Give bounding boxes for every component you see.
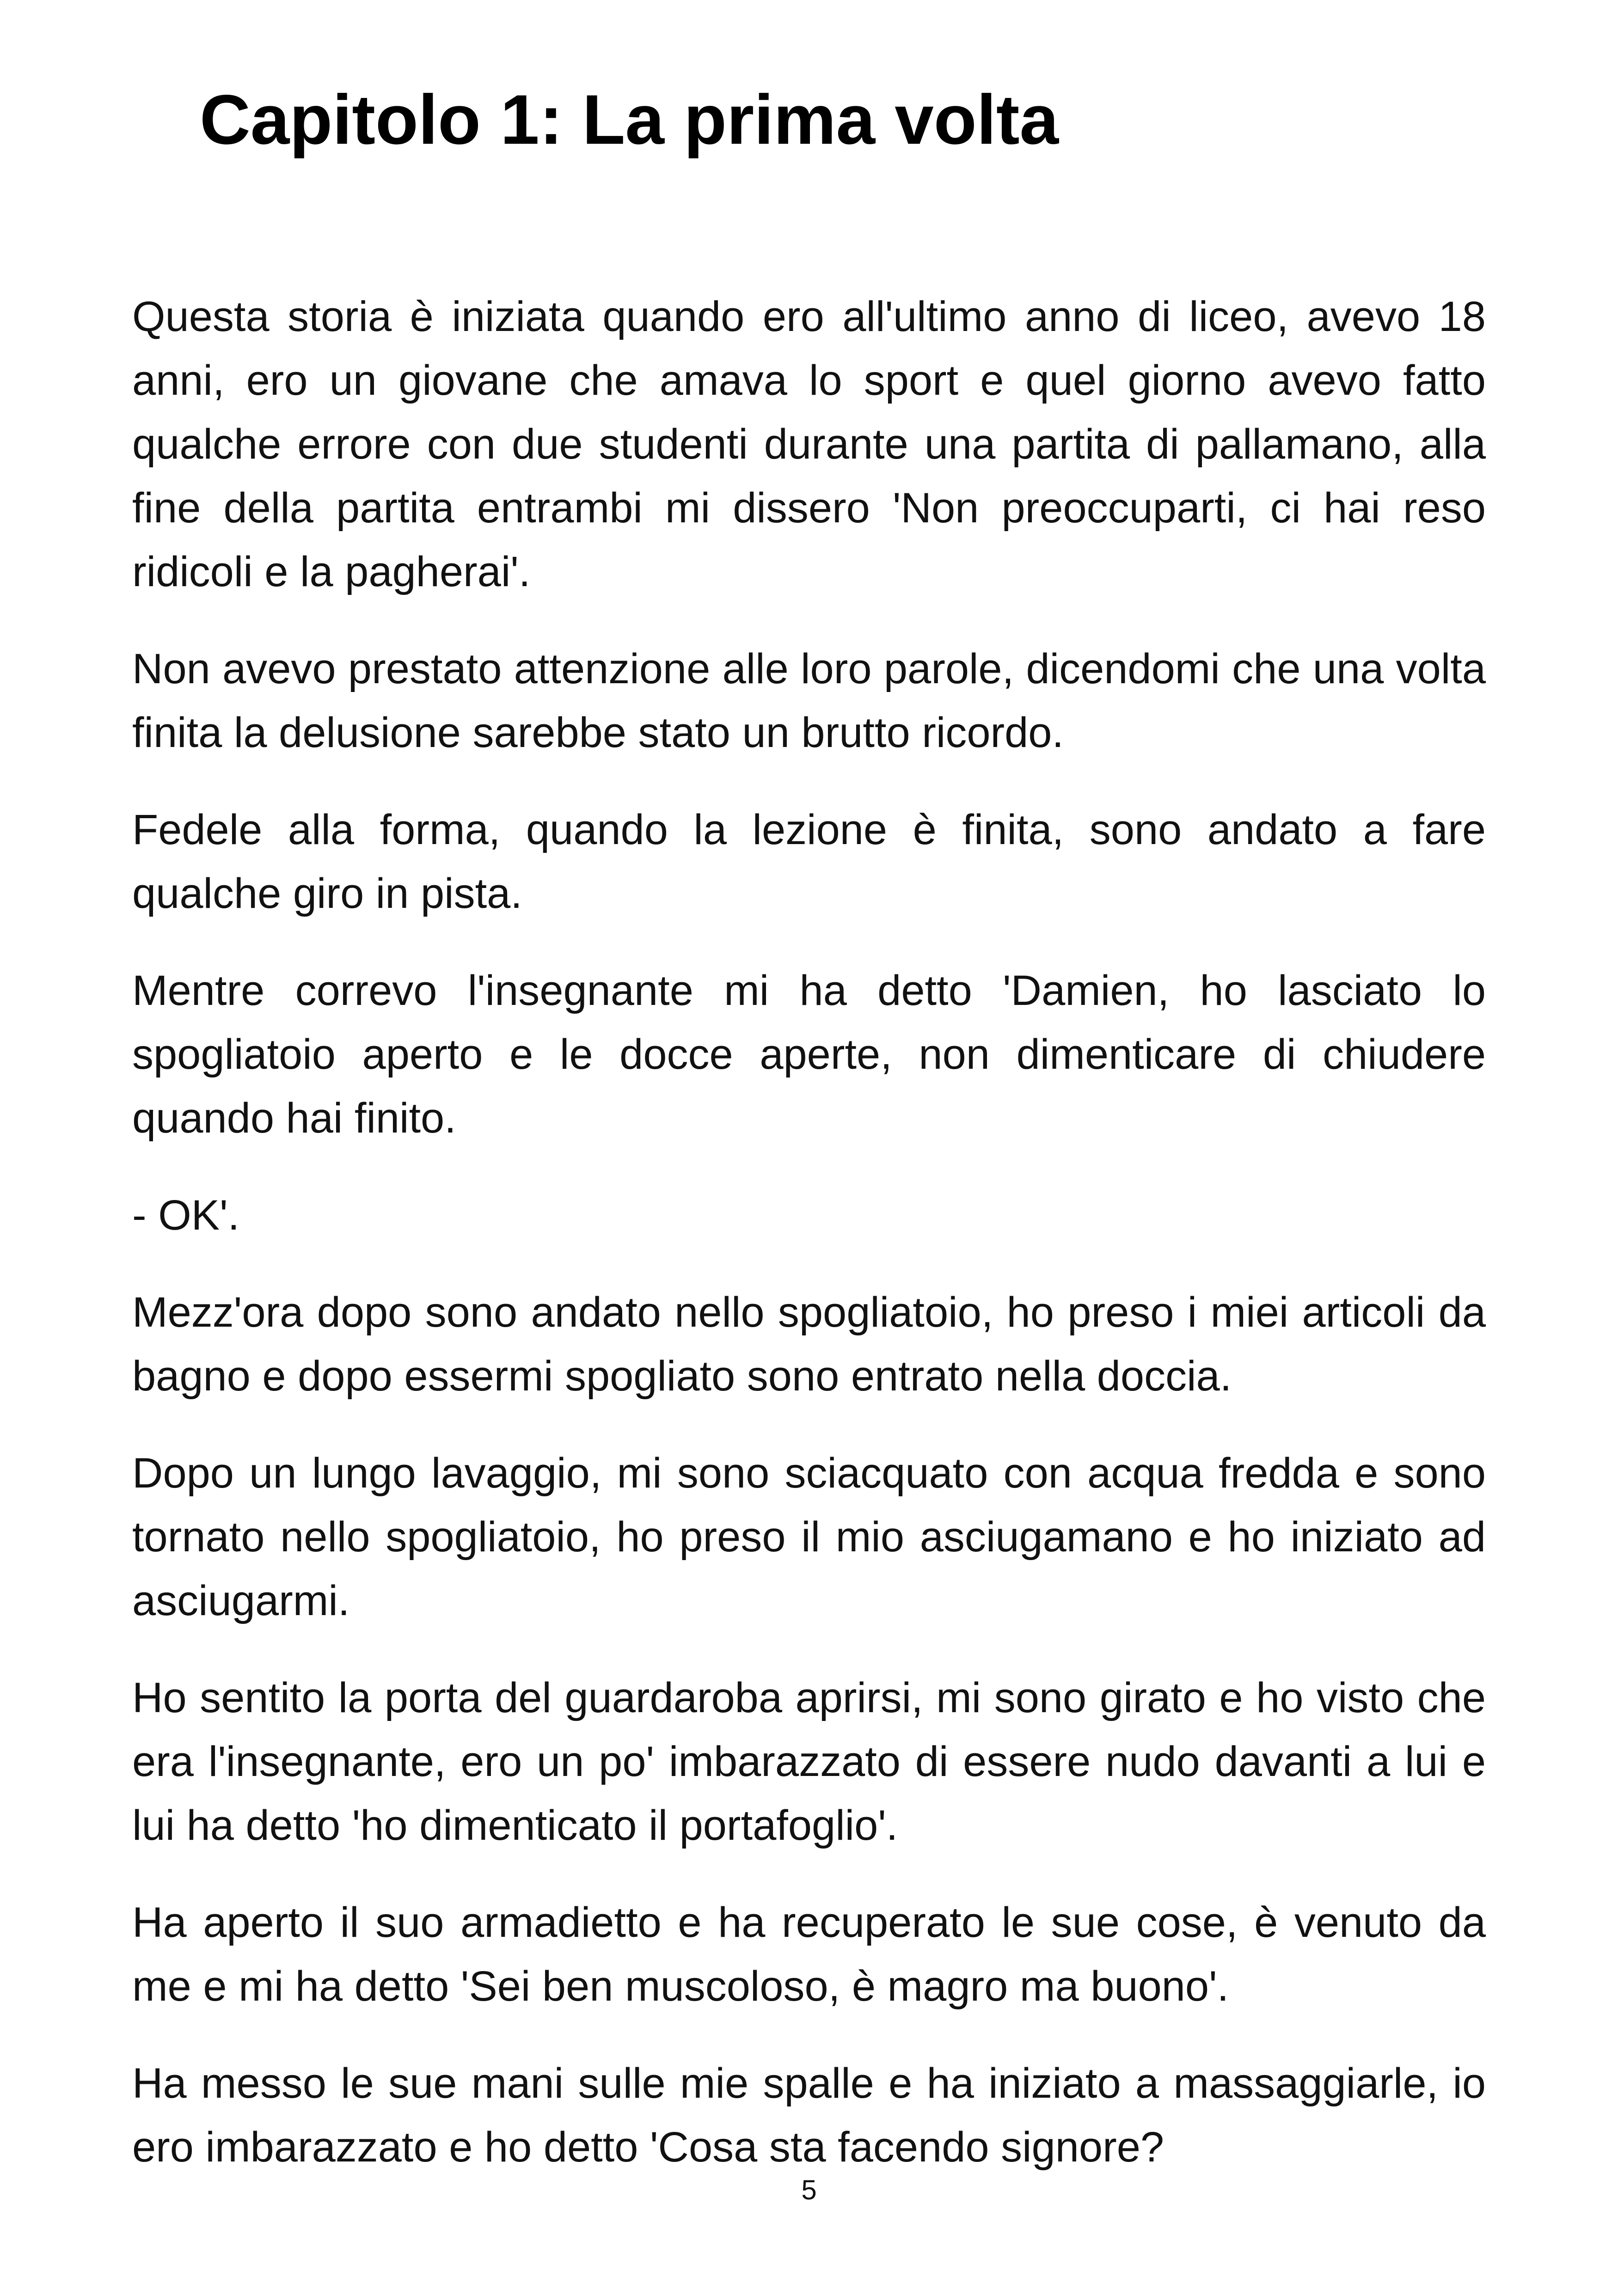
chapter-title: Capitolo 1: La prima volta — [200, 80, 1059, 159]
paragraph: Mezz'ora dopo sono andato nello spogliatoio, ho preso i miei articoli da bagno e dopo essermi spogliato sono entrato nella doccia. — [132, 1289, 1486, 1400]
paragraph: - OK'. — [132, 1192, 240, 1239]
paragraph: Ha aperto il suo armadietto e ha recuperato le sue cose, è venuto da me e mi ha detto 'Sei ben muscoloso, è magro ma buono'. — [132, 1899, 1486, 2010]
chapter-body — [132, 285, 1486, 2212]
paragraph: Ha messo le sue mani sulle mie spalle e ha iniziato a massaggiarle, io ero imbarazzato e ho detto 'Cosa sta facendo signore? — [132, 2060, 1486, 2171]
paragraph: Fedele alla forma, quando la lezione è finita, sono andato a fare qualche giro in pista. — [132, 806, 1486, 917]
paragraph: Non avevo prestato attenzione alle loro parole, dicendomi che una volta finita la delusione sarebbe stato un brutto ricordo. — [132, 645, 1486, 756]
paragraph: Questa storia è iniziata quando ero all'ultimo anno di liceo, avevo 18 anni, ero un giovane che amava lo sport e quel giorno avevo fatto qualche errore con due studenti durante una partita di pallamano, alla fine della partita entrambi mi dissero 'Non preoccuparti, ci hai reso ridicoli e la pagherai'. — [132, 293, 1486, 595]
paragraph: Ho sentito la porta del guardaroba aprirsi, mi sono girato e ho visto che era l'insegnante, ero un po' imbarazzato di essere nudo davanti a lui e lui ha detto 'ho dimenticato il portafoglio'. — [132, 1674, 1486, 1849]
paragraph: Dopo un lungo lavaggio, mi sono sciacquato con acqua fredda e sono tornato nello spogliatoio, ho preso il mio asciugamano e ho iniziato ad asciugarmi. — [132, 1450, 1486, 1624]
paragraph: Mentre correvo l'insegnante mi ha detto 'Damien, ho lasciato lo spogliatoio aperto e le docce aperte, non dimenticare di chiudere quando hai finito. — [132, 967, 1486, 1142]
page-number: 5 — [801, 2174, 817, 2205]
